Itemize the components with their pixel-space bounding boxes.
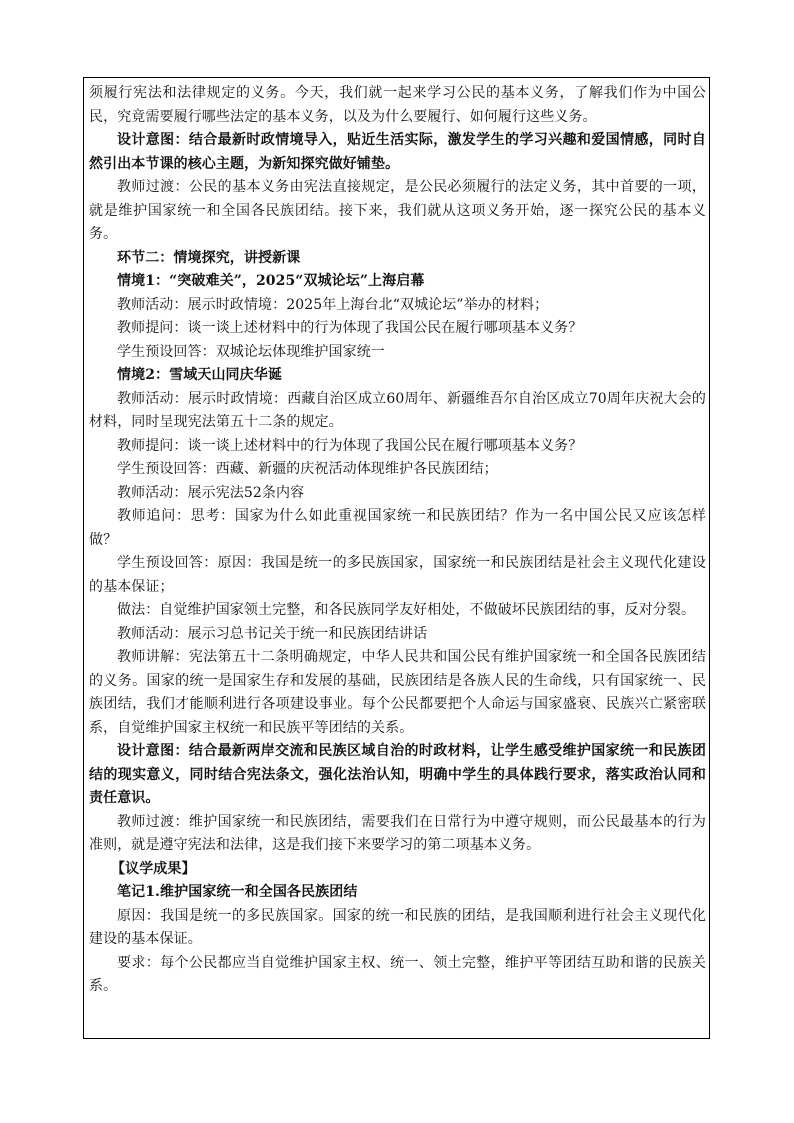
paragraph-9: 情境2：雪域天山同庆华诞 xyxy=(117,367,282,383)
document-table-cell xyxy=(83,77,710,1039)
paragraph-10: 教师活动：展示时政情境：西藏自治区成立60周年、新疆维吾尔自治区成立70周年庆祝大会的材料，同时呈现宪法第五十二条的规定。 xyxy=(89,390,706,430)
paragraph-24: 要求：每个公民都应当自觉维护国家主权、统一、领土完整，维护平等团结互助和谐的民族关系。 xyxy=(89,954,706,994)
paragraph-23: 原因：我国是统一的多民族国家。国家的统一和民族的团结，是我国顺利进行社会主义现代化建设的基本保证。 xyxy=(89,907,706,947)
paragraph-18: 教师讲解：宪法第五十二条明确规定，中华人民共和国公民有维护国家统一和全国各民族团结的义务。国家的统一是国家生存和发展的基础，民族团结是各族人民的生命线，只有国家统一、民族团结，我们才能顺利进行各项建设事业。每个公民都要把个人命运与国家盛衰、民族兴亡紧密联系，自觉维护国家主权统一和民族平等团结的关系。 xyxy=(89,649,706,736)
paragraph-11: 教师提问：谈一谈上述材料中的行为体现了我国公民在履行哪项基本义务？ xyxy=(117,437,583,454)
paragraph-21: 【议学成果】 xyxy=(111,860,196,877)
paragraph-6: 教师活动：展示时政情境：2025年上海台北“双城论坛”举办的材料； xyxy=(117,296,549,313)
paragraph-13: 教师活动：展示宪法52条内容 xyxy=(117,484,305,501)
paragraph-19: 设计意图：结合最新两岸交流和民族区域自治的时政材料，让学生感受维护国家统一和民族团结的现实意义，同时结合宪法条文，强化法治认知，明确中学生的具体践行要求，落实政治认同和责任意识。 xyxy=(89,743,706,806)
paragraph-12: 学生预设回答：西藏、新疆的庆祝活动体现维护各民族团结； xyxy=(117,461,498,477)
paragraph-7: 教师提问：谈一谈上述材料中的行为体现了我国公民在履行哪项基本义务？ xyxy=(117,320,583,336)
paragraph-8: 学生预设回答：双城论坛体现维护国家统一 xyxy=(117,343,385,360)
paragraph-22: 笔记1.维护国家统一和全国各民族团结 xyxy=(117,884,358,900)
paragraph-4: 环节二：情境探究，讲授新课 xyxy=(117,249,301,266)
paragraph-14: 教师追问：思考：国家为什么如此重视国家统一和民族团结？作为一名中国公民又应该怎样做？ xyxy=(89,508,706,548)
paragraph-5: 情境1：“突破难关”，2025“双城论坛”上海启幕 xyxy=(117,273,425,289)
paragraph-1: 须履行宪法和法律规定的义务。今天，我们就一起来学习公民的基本义务，了解我们作为中国公民，究竟需要履行哪些法定的基本义务，以及为什么要履行、如何履行这些义务。 xyxy=(89,85,706,125)
paragraph-17: 教师活动：展示习总书记关于统一和民族团结讲话 xyxy=(117,625,428,642)
paragraph-15: 学生预设回答：原因：我国是统一的多民族国家，国家统一和民族团结是社会主义现代化建设的基本保证； xyxy=(89,555,706,595)
paragraph-16: 做法：自觉维护国家领土完整，和各民族同学友好相处，不做破坏民族团结的事，反对分裂。 xyxy=(117,602,696,618)
paragraph-3: 教师过渡：公民的基本义务由宪法直接规定，是公民必须履行的法定义务，其中首要的一项，就是维护国家统一和全国各民族团结。接下来，我们就从这项义务开始，逐一探究公民的基本义务。 xyxy=(89,179,706,242)
paragraph-2: 设计意图：结合最新时政情境导入，贴近生活实际，激发学生的学习兴趣和爱国情感，同时自然引出本节课的核心主题，为新知探究做好铺垫。 xyxy=(89,132,706,172)
paragraph-20: 教师过渡：维护国家统一和民族团结，需要我们在日常行为中遵守规则，而公民最基本的行为准则，就是遵守宪法和法律，这是我们接下来要学习的第二项基本义务。 xyxy=(89,813,706,853)
